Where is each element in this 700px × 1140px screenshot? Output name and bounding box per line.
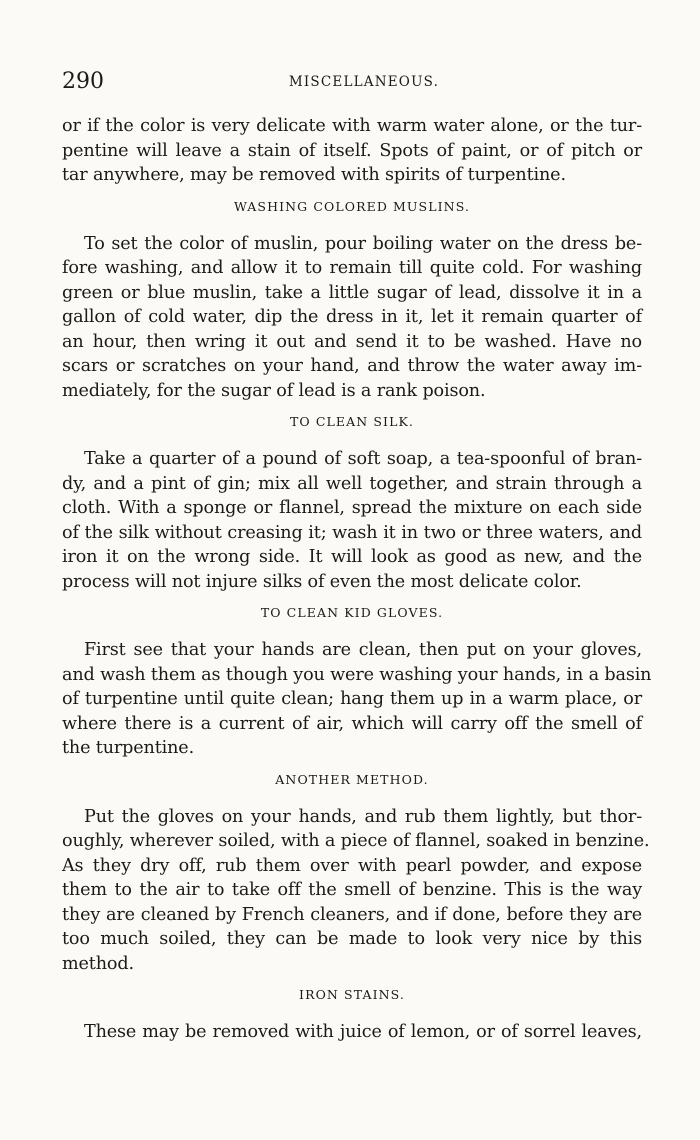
text-line: First see that your hands are clean, then put on your gloves, xyxy=(84,640,642,660)
section-heading: TO CLEAN KID GLOVES. xyxy=(260,605,444,620)
text-line: Put the gloves on your hands, and rub them lightly, but thor- xyxy=(84,806,642,827)
text-line: process will not injure silks of even the most delicate color. xyxy=(62,571,582,592)
page-number: 290 xyxy=(62,69,104,94)
section-heading: TO CLEAN SILK. xyxy=(290,414,414,429)
text-line: To set the color of muslin, pour boiling water on the dress be- xyxy=(84,233,642,254)
text-line: or if the color is very delicate with warm water alone, or the tur- xyxy=(62,116,642,136)
text-line: too much soiled, they can be made to look very nice by this xyxy=(62,929,642,949)
text-line: where there is a current of air, which will carry off the smell of xyxy=(62,713,642,734)
text-line: them to the air to take off the smell of benzine. This is the way xyxy=(62,880,642,900)
running-title: MISCELLANEOUS. xyxy=(288,74,440,90)
section-heading: IRON STAINS. xyxy=(299,987,405,1002)
text-line: cloth. With a sponge or flannel, spread the mixture on each side xyxy=(62,498,642,518)
text-line: of turpentine until quite clean; hang them up in a warm place, or xyxy=(62,689,642,709)
text-line: dy, and a pint of gin; mix all well together, and strain through a xyxy=(62,473,642,494)
text-line: mediately, for the sugar of lead is a rank poison. xyxy=(62,380,486,401)
text-line: pentine will leave a stain of itself. Spots of paint, or of pitch or xyxy=(62,140,642,161)
text-line: method. xyxy=(62,953,134,974)
text-line: green or blue muslin, take a little sugar of lead, dissolve it in a xyxy=(62,282,642,303)
text-line: Take a quarter of a pound of soft soap, a tea-spoonful of bran- xyxy=(84,449,642,469)
section-heading: ANOTHER METHOD. xyxy=(275,771,429,787)
text-line: As they dry off, rub them over with pearl powder, and expose xyxy=(62,855,642,876)
text-line: of the silk without creasing it; wash it in two or three waters, and xyxy=(62,522,642,543)
text-line: gallon of cold water, dip the dress in it, let it remain quarter of xyxy=(62,307,642,327)
text-line: and wash them as though you were washing your hands, in a basin xyxy=(62,664,652,685)
section-heading: WASHING COLORED MUSLINS. xyxy=(233,198,470,214)
text-line: oughly, wherever soiled, with a piece of flannel, soaked in benzine. xyxy=(62,831,650,851)
text-line: These may be removed with juice of lemon, or of sorrel leaves, xyxy=(84,1022,642,1042)
text-line: scars or scratches on your hand, and throw the water away im- xyxy=(62,356,642,376)
text-line: tar anywhere, may be removed with spirits of turpentine. xyxy=(62,165,566,185)
running-head xyxy=(62,68,642,96)
text-line: fore washing, and allow it to remain till quite cold. For washing xyxy=(62,258,642,278)
text-line: iron it on the wrong side. It will look as good as new, and the xyxy=(62,547,642,567)
text-line: the turpentine. xyxy=(62,738,195,758)
text-line: an hour, then wring it out and send it to be washed. Have no xyxy=(62,331,642,352)
book-page xyxy=(62,0,652,1140)
text-line: they are cleaned by French cleaners, and if done, before they are xyxy=(62,904,642,925)
body-text xyxy=(62,114,652,1045)
